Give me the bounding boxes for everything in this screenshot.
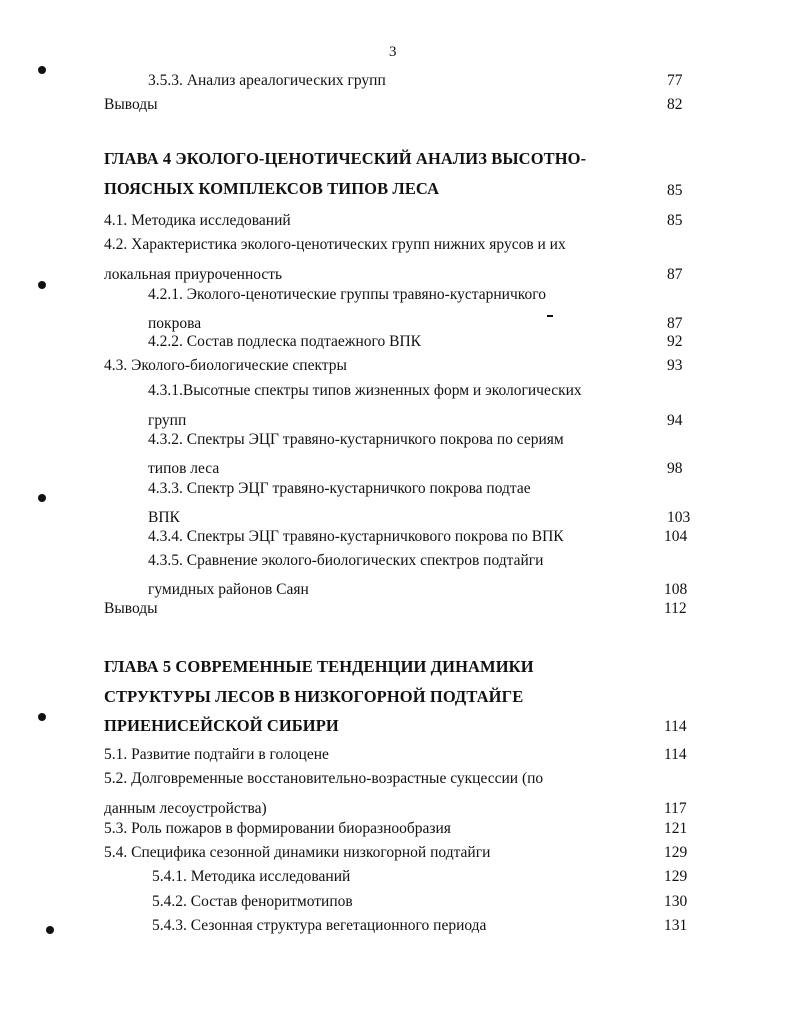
toc-entry-text: 4.2.1. Эколого-ценотические группы травяно-кустарничкого	[148, 286, 546, 303]
toc-entry-page: 87	[667, 266, 683, 283]
toc-entry-page: 103	[667, 509, 691, 526]
toc-entry-page: 131	[664, 917, 688, 934]
toc-entry-text: 5.4.3. Сезонная структура вегетационного периода	[152, 917, 487, 934]
binder-hole-5	[46, 926, 54, 934]
toc-entry-page: 87	[667, 315, 683, 332]
toc-entry-page: 98	[667, 460, 683, 477]
toc-entry-page: 114	[664, 746, 687, 763]
toc-entry-page: 112	[664, 600, 687, 617]
toc-entry-page: 85	[667, 182, 683, 199]
toc-entry-text: 5.3. Роль пожаров в формировании биоразнообразия	[104, 820, 451, 837]
binder-hole-4	[38, 713, 46, 721]
toc-entry-page: 129	[664, 844, 688, 861]
toc-entry-page: 92	[667, 333, 683, 350]
toc-entry-text: ВПК	[148, 509, 180, 526]
toc-entry-text: 4.3.3. Спектр ЭЦГ травяно-кустарничкого покрова подтае	[148, 480, 531, 497]
toc-entry-text: 5.1. Развитие подтайги в голоцене	[104, 746, 329, 763]
scan-smudge	[547, 315, 553, 317]
toc-entry-page: 108	[664, 581, 688, 598]
toc-entry-text: 4.3.2. Спектры ЭЦГ травяно-кустарничкого покрова по сериям	[148, 431, 564, 448]
chapter-heading: ГЛАВА 5 СОВРЕМЕННЫЕ ТЕНДЕНЦИИ ДИНАМИКИ	[104, 657, 534, 676]
toc-entry-text: покрова	[148, 315, 202, 332]
toc-entry-text: 4.3.1.Высотные спектры типов жизненных форм и экологических	[148, 382, 582, 399]
toc-entry-text: 4.3. Эколого-биологические спектры	[104, 357, 347, 374]
toc-entry-page: 94	[667, 412, 683, 429]
toc-entry-page: 93	[667, 357, 683, 374]
toc-entry-text: 5.4.2. Состав феноритмотипов	[152, 893, 353, 910]
toc-entry-page: 121	[664, 820, 688, 837]
toc-entry-text: типов леса	[148, 460, 220, 477]
toc-entry-text: 4.1. Методика исследований	[104, 212, 291, 229]
toc-entry-page: 77	[667, 72, 683, 89]
toc-entry-text: Выводы	[104, 600, 158, 617]
toc-entry-text: 3.5.3. Анализ ареалогических групп	[148, 72, 386, 89]
toc-entry-page: 104	[664, 528, 688, 545]
toc-entry-text: Выводы	[104, 96, 158, 113]
toc-entry-page: 114	[664, 718, 687, 735]
toc-entry-page: 85	[667, 212, 683, 229]
toc-entry-text: 4.3.4. Спектры ЭЦГ травяно-кустарничкового покрова по ВПК	[148, 528, 564, 545]
binder-hole-3	[38, 494, 46, 502]
toc-entry-page: 117	[664, 800, 687, 817]
chapter-heading: ГЛАВА 4 ЭКОЛОГО-ЦЕНОТИЧЕСКИЙ АНАЛИЗ ВЫСОТНО-	[104, 149, 587, 168]
toc-entry-text: данным лесоустройства)	[104, 800, 267, 817]
chapter-heading: ПРИЕНИСЕЙСКОЙ СИБИРИ	[104, 716, 339, 735]
chapter-heading: ПОЯСНЫХ КОМПЛЕКСОВ ТИПОВ ЛЕСА	[104, 179, 440, 198]
toc-entry-page: 129	[664, 868, 688, 885]
toc-entry-text: 4.2.2. Состав подлеска подтаежного ВПК	[148, 333, 421, 350]
toc-entry-text: групп	[148, 412, 187, 429]
toc-entry-page: 130	[664, 893, 688, 910]
toc-entry-text: 5.2. Долговременные восстановительно-возрастные сукцессии (по	[104, 770, 544, 787]
page-number: 3	[389, 44, 397, 60]
binder-hole-1	[38, 66, 46, 74]
binder-hole-2	[38, 281, 46, 289]
toc-entry-text: локальная приуроченность	[104, 266, 283, 283]
toc-entry-text: 4.2. Характеристика эколого-ценотических групп нижних ярусов и их	[104, 236, 566, 253]
toc-entry-text: 5.4. Специфика сезонной динамики низкогорной подтайги	[104, 844, 491, 861]
toc-entry-text: 5.4.1. Методика исследований	[152, 868, 351, 885]
chapter-heading: СТРУКТУРЫ ЛЕСОВ В НИЗКОГОРНОЙ ПОДТАЙГЕ	[104, 687, 524, 706]
toc-entry-text: 4.3.5. Сравнение эколого-биологических спектров подтайги	[148, 552, 544, 569]
toc-entry-text: гумидных районов Саян	[148, 581, 309, 598]
toc-entry-page: 82	[667, 96, 683, 113]
